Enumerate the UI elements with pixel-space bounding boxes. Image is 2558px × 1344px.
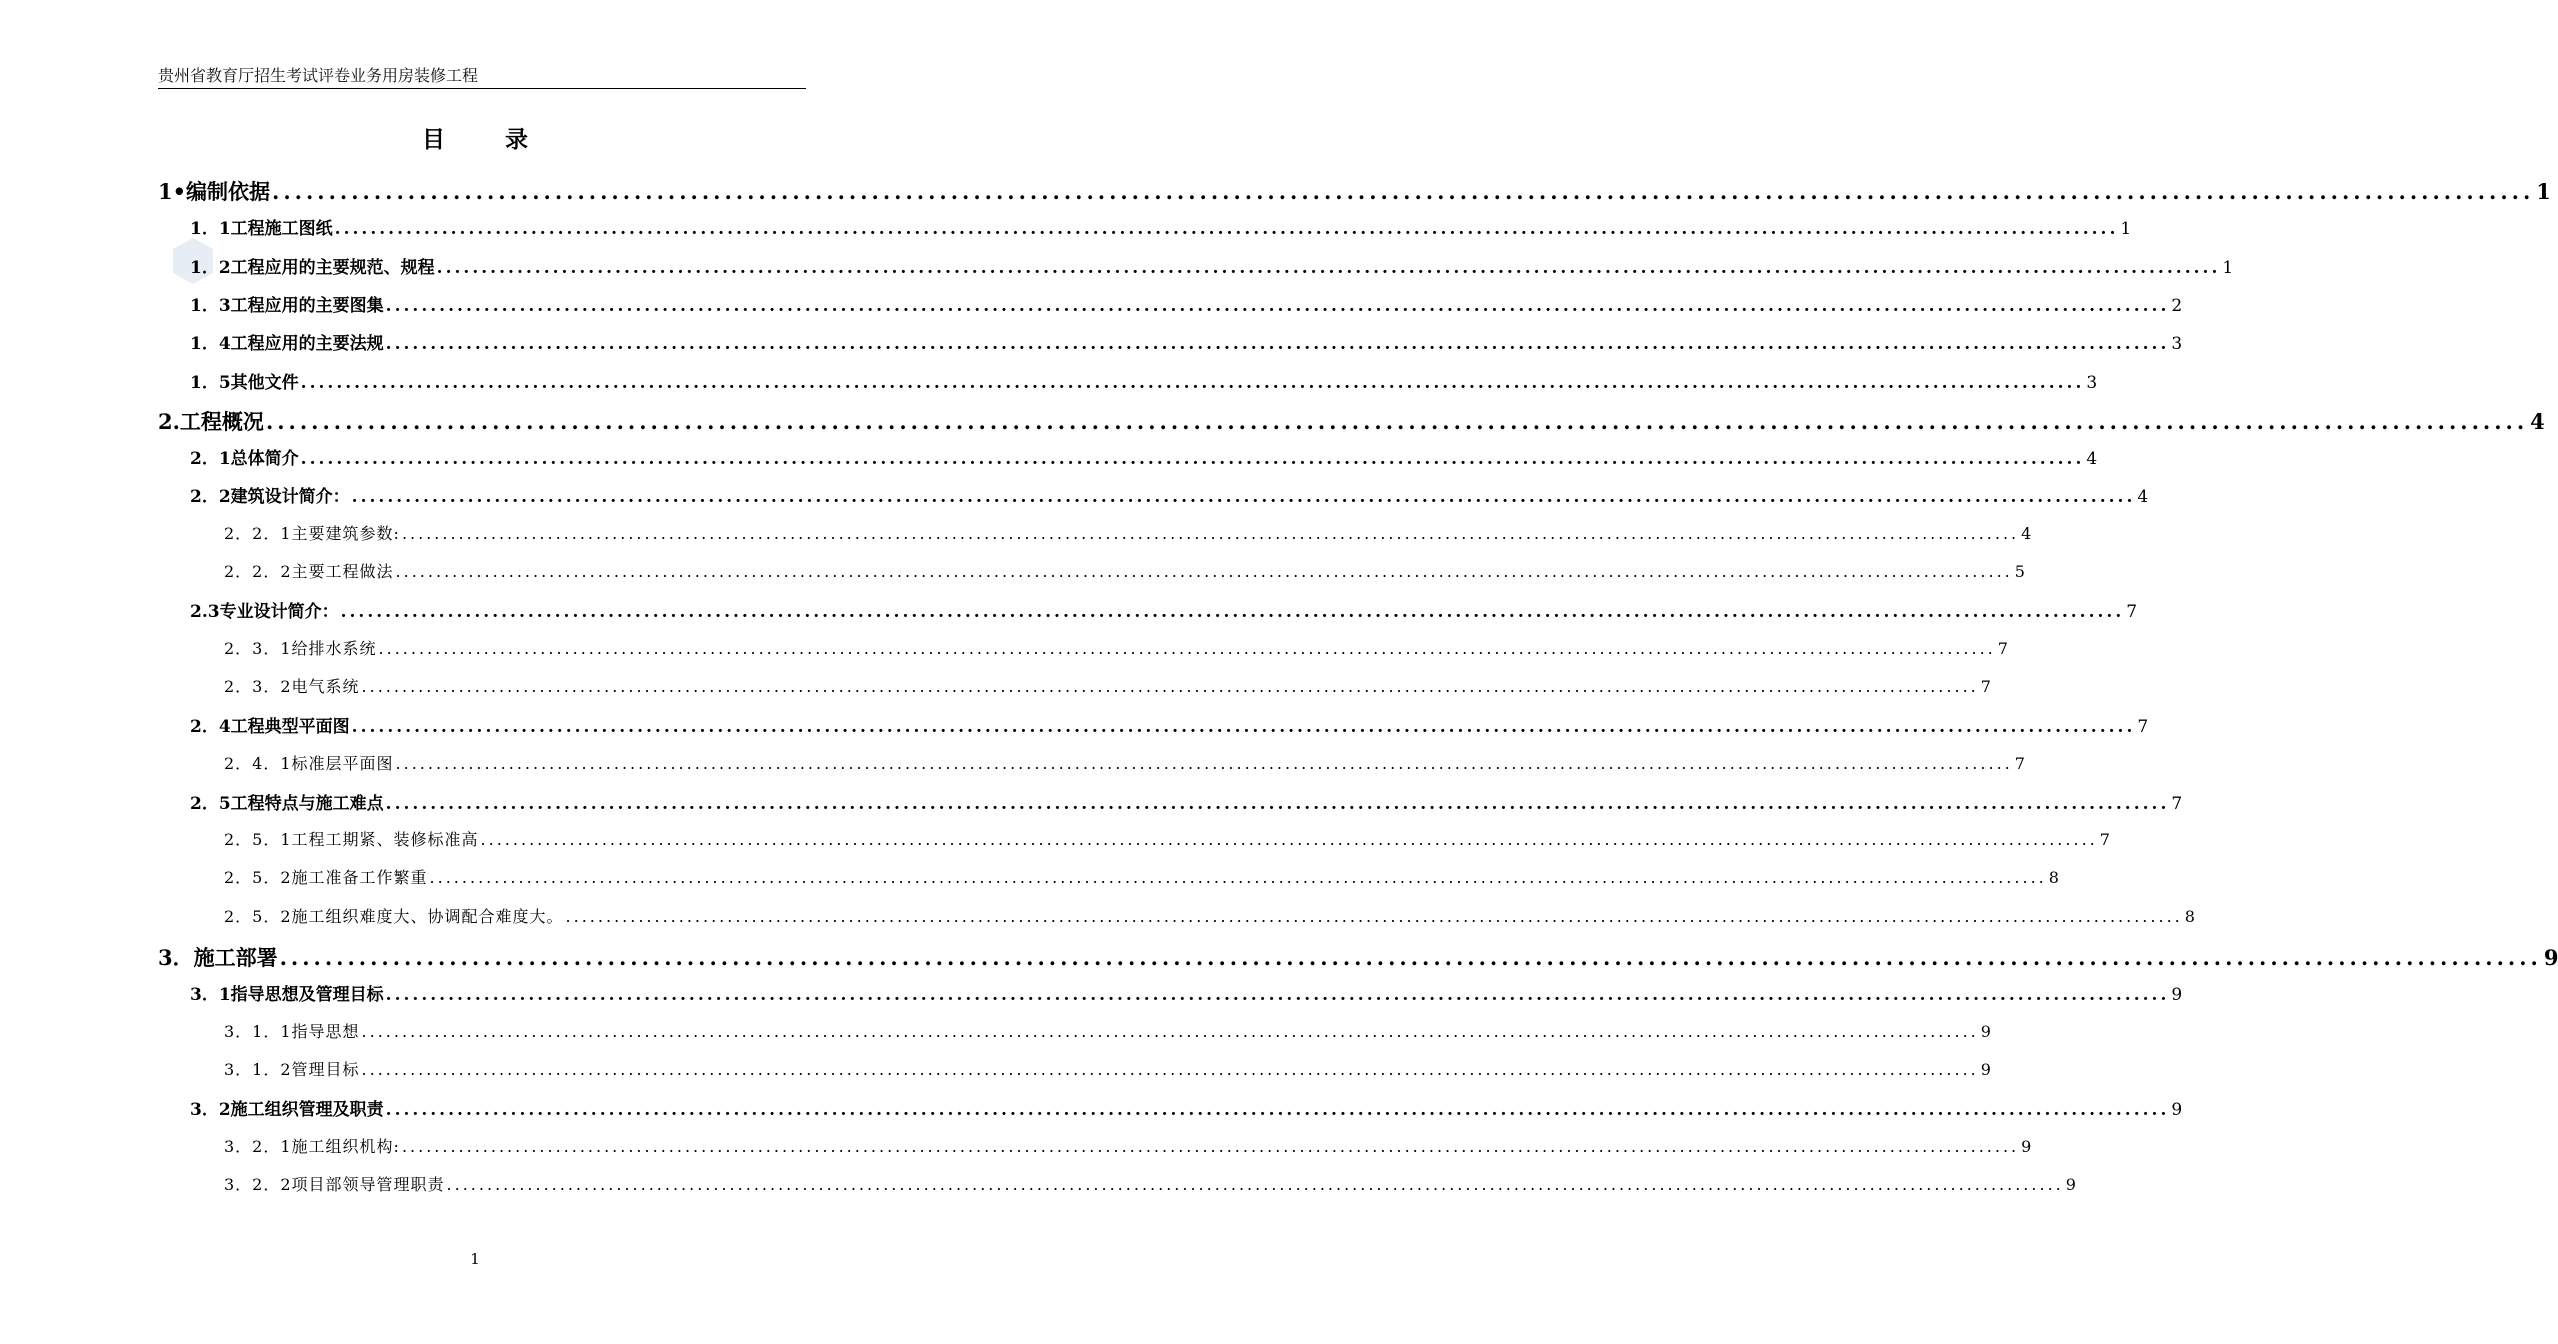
toc-entry-page: 9	[2171, 985, 2183, 1006]
toc-entry[interactable]	[224, 674, 1992, 697]
toc-entry-label: 2．5．2施工组织难度大、协调配合难度大。	[224, 906, 564, 926]
toc-title: 目 录	[421, 126, 554, 153]
toc-entry[interactable]	[190, 329, 2183, 355]
toc-entry-page: 7	[2126, 602, 2138, 623]
toc-entry[interactable]	[224, 559, 2026, 582]
toc-entry[interactable]	[190, 597, 2138, 623]
toc-entry-page: 7	[1980, 676, 1992, 696]
toc-entry[interactable]	[224, 1019, 1992, 1042]
toc-leader-dots: ........................................................................................................................................................................................................	[395, 562, 2013, 581]
toc-entry-page: 9	[2543, 945, 2558, 970]
header-rule	[158, 88, 806, 89]
toc-entry-page: 7	[2099, 830, 2111, 850]
toc-entry[interactable]	[224, 751, 2026, 774]
toc-entry-label: 2．3．1给排水系统	[224, 638, 377, 658]
toc-entry-label: 1．2工程应用的主要规范、规程	[190, 257, 435, 278]
toc-entry[interactable]	[190, 368, 2098, 393]
toc-entry[interactable]	[224, 827, 2111, 850]
toc-entry-page: 7	[2014, 753, 2026, 773]
toc-entry[interactable]	[224, 521, 2033, 544]
toc-entry-page: 8	[2048, 868, 2060, 888]
toc-entry-page: 4	[2530, 408, 2545, 434]
toc-entry[interactable]	[158, 176, 2551, 206]
toc-entry-page: 5	[2014, 562, 2026, 581]
toc-entry[interactable]	[190, 980, 2183, 1006]
toc-entry-page: 1	[2536, 179, 2551, 204]
toc-leader-dots: ........................................................................................................................................................................................................	[385, 793, 2170, 814]
toc-leader-dots: ........................................................................................................................................................................................................	[265, 408, 2529, 434]
toc-entry-label: 3．2．2项目部领导管理职责	[224, 1174, 445, 1194]
page-number: 1	[470, 1250, 480, 1268]
toc-entry-page: 9	[1980, 1059, 1992, 1079]
running-header: 贵州省教育厅招生考试评卷业务用房装修工程	[158, 66, 479, 85]
toc-entry-label: 2．4．1标准层平面图	[224, 753, 394, 773]
toc-entry-label: 1•编制依据	[158, 179, 271, 204]
toc-entry-label: 1．3工程应用的主要图集	[190, 295, 384, 316]
toc-entry[interactable]	[158, 942, 2558, 972]
toc-entry-page: 8	[2184, 906, 2196, 926]
toc-entry[interactable]	[158, 406, 2545, 436]
toc-leader-dots: ........................................................................................................................................................................................................	[300, 449, 2085, 470]
toc-entry[interactable]	[190, 214, 2132, 240]
toc-leader-dots: ........................................................................................................................................................................................................	[429, 868, 2047, 888]
toc-leader-dots: ........................................................................................................................................................................................................	[480, 830, 2098, 850]
toc-entry-label: 3．2施工组织管理及职责	[190, 1100, 384, 1121]
toc-leader-dots: ........................................................................................................................................................................................................	[385, 334, 2170, 355]
toc-leader-dots: ........................................................................................................................................................................................................	[361, 1021, 1979, 1041]
toc-entry-label: 2.工程概况	[158, 408, 264, 434]
toc-entry-page: 9	[2065, 1174, 2077, 1194]
toc-leader-dots: ........................................................................................................................................................................................................	[385, 295, 2170, 316]
toc-entry-page: 7	[2171, 793, 2183, 814]
toc-entry[interactable]	[190, 253, 2234, 278]
toc-entry-label: 2．4工程典型平面图	[190, 717, 350, 738]
toc-entry-page: 3	[2086, 372, 2098, 393]
toc-entry[interactable]	[190, 482, 2149, 508]
toc-entry-page: 4	[2021, 523, 2033, 543]
toc-leader-dots: ........................................................................................................................................................................................................	[351, 717, 2136, 738]
toc-leader-dots: ........................................................................................................................................................................................................	[436, 257, 2221, 278]
toc-entry-label: 1．5其他文件	[190, 372, 299, 393]
toc-leader-dots: ........................................................................................................................................................................................................	[300, 372, 2085, 393]
toc-leader-dots: ........................................................................................................................................................................................................	[565, 906, 2183, 926]
toc-entry[interactable]	[224, 1134, 2033, 1157]
toc-leader-dots: ........................................................................................................................................................................................................	[334, 219, 2119, 240]
toc-leader-dots: ........................................................................................................................................................................................................	[385, 1100, 2170, 1121]
toc-entry-label: 2．5．2施工准备工作繁重	[224, 868, 428, 888]
toc-leader-dots: ........................................................................................................................................................................................................	[378, 638, 1996, 658]
toc-entry-page: 1	[2120, 219, 2132, 240]
toc-leader-dots: ........................................................................................................................................................................................................	[361, 676, 1979, 696]
toc-entry-page: 4	[2137, 487, 2149, 508]
toc-entry-label: 2．3．2电气系统	[224, 676, 360, 696]
toc-entry-label: 2.3专业设计简介：	[190, 602, 339, 623]
toc-leader-dots: ........................................................................................................................................................................................................	[401, 523, 2020, 543]
toc-leader-dots: ........................................................................................................................................................................................................	[272, 179, 2535, 204]
toc-leader-dots: ........................................................................................................................................................................................................	[385, 985, 2170, 1006]
toc-entry-page: 1	[2222, 257, 2234, 278]
toc-entry-label: 3．1．2管理目标	[224, 1059, 360, 1079]
toc-entry-page: 4	[2086, 449, 2098, 470]
toc-entry-page: 2	[2171, 295, 2183, 316]
toc-entry-label: 3．1指导思想及管理目标	[190, 985, 384, 1006]
toc-entry-page: 3	[2171, 334, 2183, 355]
toc-entry[interactable]	[224, 904, 2196, 927]
toc-entry[interactable]	[190, 444, 2098, 470]
toc-leader-dots: ........................................................................................................................................................................................................	[279, 945, 2542, 970]
toc-leader-dots: ........................................................................................................................................................................................................	[340, 602, 2125, 623]
toc-entry[interactable]	[190, 1095, 2183, 1121]
toc-entry[interactable]	[190, 291, 2183, 316]
toc-leader-dots: ........................................................................................................................................................................................................	[395, 753, 2013, 773]
toc-entry-label: 3．施工部署	[158, 945, 278, 970]
toc-entry-page: 9	[2171, 1100, 2183, 1121]
toc-entry[interactable]	[224, 865, 2060, 888]
toc-entry[interactable]	[224, 1172, 2077, 1195]
toc-leader-dots: ........................................................................................................................................................................................................	[401, 1136, 2020, 1156]
toc-entry-page: 9	[2021, 1136, 2033, 1156]
toc-entry[interactable]	[224, 1057, 1992, 1080]
toc-entry-label: 2．5．1工程工期紧、装修标准高	[224, 830, 479, 850]
toc-entry-label: 1．1工程施工图纸	[190, 219, 333, 240]
toc-entry-label: 2．1总体简介	[190, 449, 299, 470]
toc-entry-label: 3．1．1指导思想	[224, 1021, 360, 1041]
toc-entry-page: 9	[1980, 1021, 1992, 1041]
toc-entry-label: 1．4工程应用的主要法规	[190, 334, 384, 355]
toc-entry-label: 2．5工程特点与施工难点	[190, 793, 384, 814]
toc-entry-label: 2．2．1主要建筑参数:	[224, 523, 400, 543]
toc-leader-dots: ........................................................................................................................................................................................................	[351, 487, 2136, 508]
toc-entry-label: 3．2．1施工组织机构:	[224, 1136, 400, 1156]
toc-leader-dots: ........................................................................................................................................................................................................	[361, 1059, 1979, 1079]
toc-leader-dots: ........................................................................................................................................................................................................	[446, 1174, 2064, 1194]
toc-entry[interactable]	[224, 636, 2009, 659]
toc-entry-label: 2．2建筑设计简介：	[190, 487, 350, 508]
toc-entry[interactable]	[190, 789, 2183, 814]
toc-entry-label: 2．2．2主要工程做法	[224, 562, 394, 581]
toc-entry-page: 7	[2137, 717, 2149, 738]
toc-entry[interactable]	[190, 712, 2149, 738]
toc-entry-page: 7	[1997, 638, 2009, 658]
